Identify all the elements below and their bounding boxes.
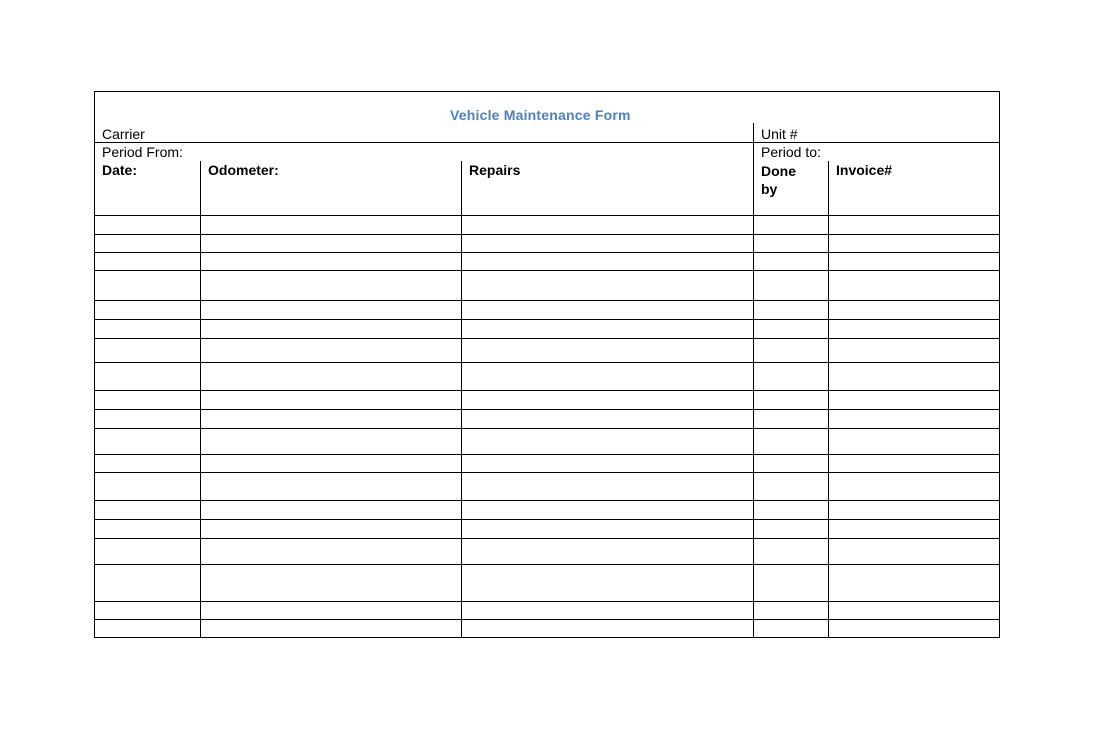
column-header-date: Date: [102, 162, 138, 178]
table-row-divider [95, 319, 999, 320]
column-header-invoice: Invoice# [836, 162, 893, 178]
table-row-divider [95, 362, 999, 363]
header-row-divider [95, 215, 999, 216]
column-divider [461, 161, 462, 637]
column-divider [828, 161, 829, 637]
table-row-divider [95, 338, 999, 339]
table-row-divider [95, 300, 999, 301]
table-row-divider [95, 500, 999, 501]
vehicle-maintenance-form [94, 91, 1000, 638]
table-row-divider [95, 564, 999, 565]
table-row-divider [95, 601, 999, 602]
table-row-divider [95, 252, 999, 253]
form-title: Vehicle Maintenance Form [450, 107, 631, 123]
column-header-done-by: Done by [761, 163, 796, 197]
table-row-divider [95, 234, 999, 235]
table-row-divider [95, 390, 999, 391]
table-row-divider [95, 538, 999, 539]
column-header-odometer: Odometer: [208, 162, 279, 178]
period-to-label: Period to: [761, 144, 821, 160]
column-divider [200, 161, 201, 637]
table-row-divider [95, 428, 999, 429]
table-row-divider [95, 454, 999, 455]
table-row-divider [95, 472, 999, 473]
carrier-row-divider [95, 142, 999, 143]
carrier-label: Carrier [102, 126, 145, 142]
column-header-repairs: Repairs [469, 162, 521, 178]
period-to-divider [753, 142, 754, 161]
table-row-divider [95, 519, 999, 520]
table-row-divider [95, 619, 999, 620]
column-divider [753, 161, 754, 637]
table-row-divider [95, 270, 999, 271]
table-row-divider [95, 409, 999, 410]
period-from-label: Period From: [102, 144, 183, 160]
unit-divider [753, 123, 754, 143]
unit-label: Unit # [761, 126, 798, 142]
